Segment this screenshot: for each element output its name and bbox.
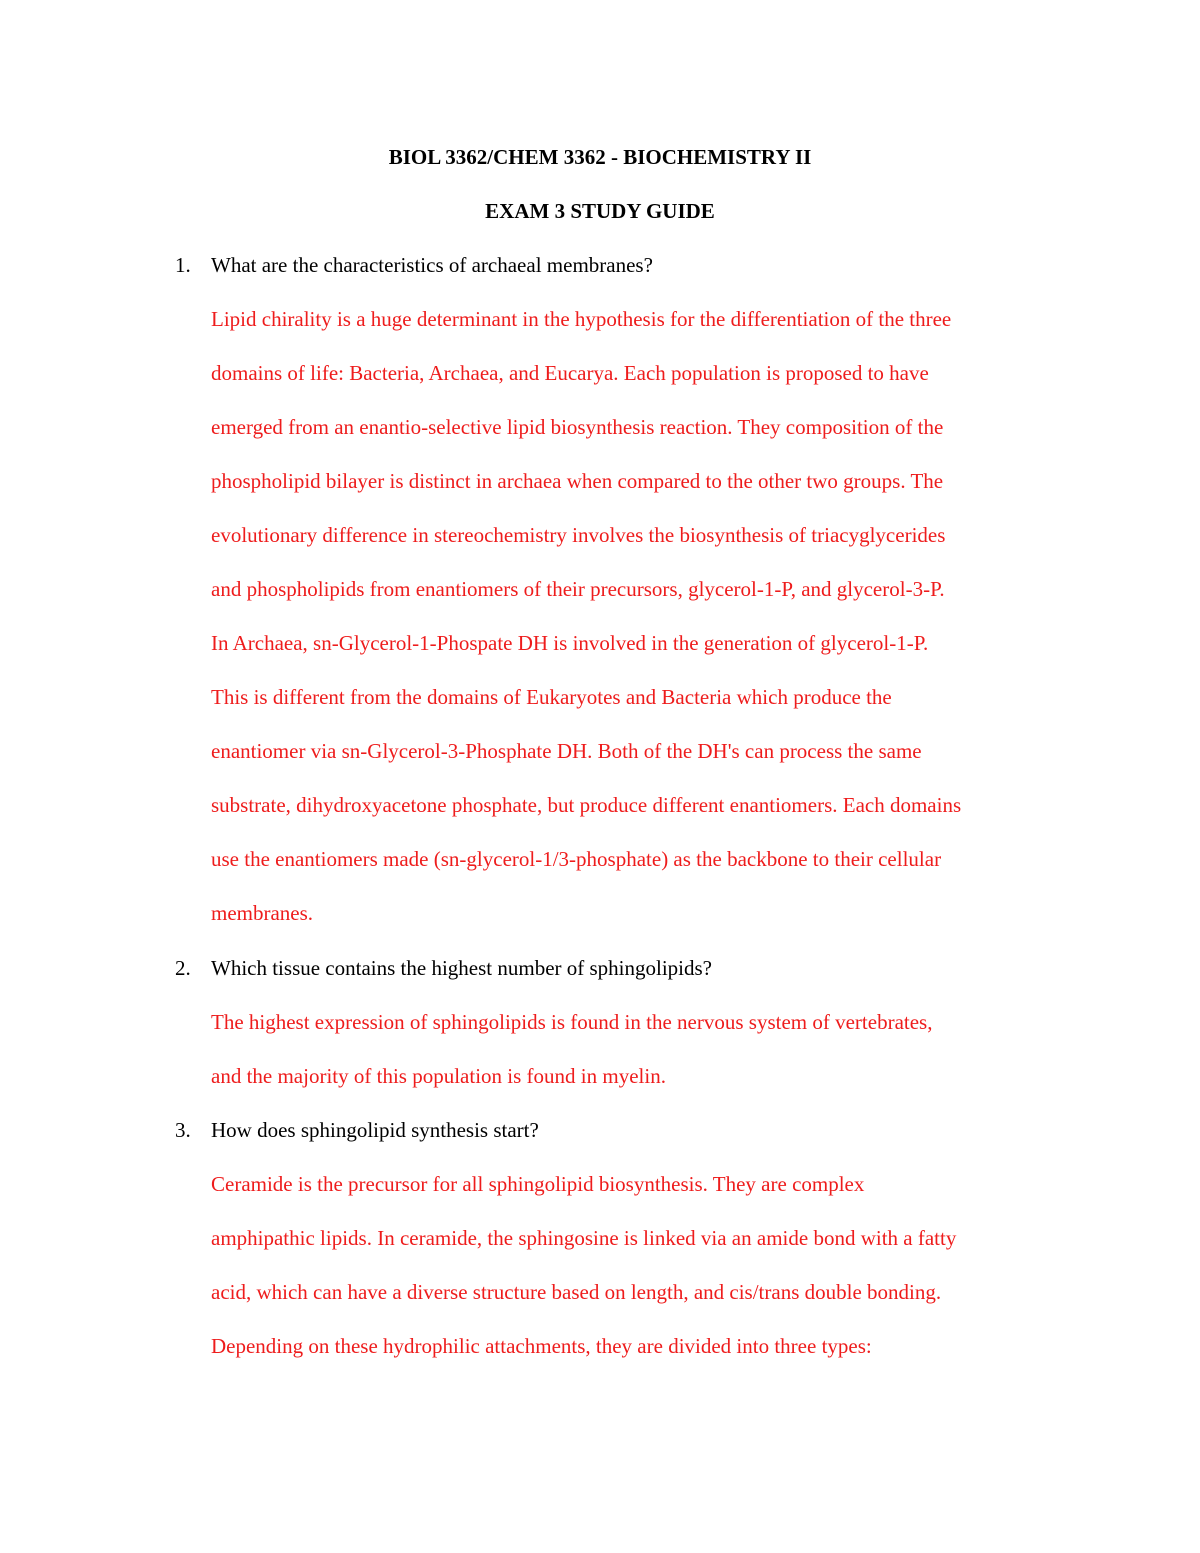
answer-line: and the majority of this population is found in myelin. xyxy=(211,1064,666,1088)
answer-line: and phospholipids from enantiomers of their precursors, glycerol-1-P, and glycerol-3-P. xyxy=(211,577,945,601)
answer-line: Depending on these hydrophilic attachments, they are divided into three types: xyxy=(211,1334,872,1358)
answer-line: substrate, dihydroxyacetone phosphate, but produce different enantiomers. Each domains xyxy=(211,793,962,817)
answer-line: Lipid chirality is a huge determinant in the hypothesis for the differentiation of the three xyxy=(211,307,952,331)
answer-line: phospholipid bilayer is distinct in archaea when compared to the other two groups. The xyxy=(211,469,944,493)
question-1 xyxy=(175,253,653,277)
answer-line: emerged from an enantio-selective lipid biosynthesis reaction. They composition of the xyxy=(211,415,944,439)
answer-line: In Archaea, sn-Glycerol-1-Phospate DH is involved in the generation of glycerol-1-P. xyxy=(211,631,929,655)
document-subtitle: EXAM 3 STUDY GUIDE xyxy=(485,199,715,223)
question-2 xyxy=(175,956,712,980)
answer-line: enantiomer via sn-Glycerol-3-Phosphate DH. Both of the DH's can process the same xyxy=(211,739,922,763)
question-text: How does sphingolipid synthesis start? xyxy=(211,1118,539,1142)
question-3 xyxy=(175,1118,539,1142)
answer-1 xyxy=(211,307,1071,955)
answer-line: The highest expression of sphingolipids is found in the nervous system of vertebrates, xyxy=(211,1010,933,1034)
answer-line: Ceramide is the precursor for all sphingolipid biosynthesis. They are complex xyxy=(211,1172,865,1196)
answer-3 xyxy=(211,1172,1071,1388)
question-text: What are the characteristics of archaeal membranes? xyxy=(211,253,653,277)
document-title: BIOL 3362/CHEM 3362 - BIOCHEMISTRY II xyxy=(388,145,812,169)
answer-line: This is different from the domains of Eukaryotes and Bacteria which produce the xyxy=(211,685,892,709)
answer-line: evolutionary difference in stereochemistry involves the biosynthesis of triacyglycerides xyxy=(211,523,946,547)
question-number: 1. xyxy=(175,253,191,277)
question-number: 3. xyxy=(175,1118,191,1142)
answer-line: acid, which can have a diverse structure based on length, and cis/trans double bonding. xyxy=(211,1280,942,1304)
answer-line: amphipathic lipids. In ceramide, the sphingosine is linked via an amide bond with a fatty xyxy=(211,1226,957,1250)
answer-line: membranes. xyxy=(211,901,314,925)
answer-2 xyxy=(211,1010,1071,1118)
answer-line: use the enantiomers made (sn-glycerol-1/3-phosphate) as the backbone to their cellular xyxy=(211,847,942,871)
answer-line: domains of life: Bacteria, Archaea, and Eucarya. Each population is proposed to have xyxy=(211,361,929,385)
question-number: 2. xyxy=(175,956,191,980)
question-text: Which tissue contains the highest number of sphingolipids? xyxy=(211,956,713,980)
